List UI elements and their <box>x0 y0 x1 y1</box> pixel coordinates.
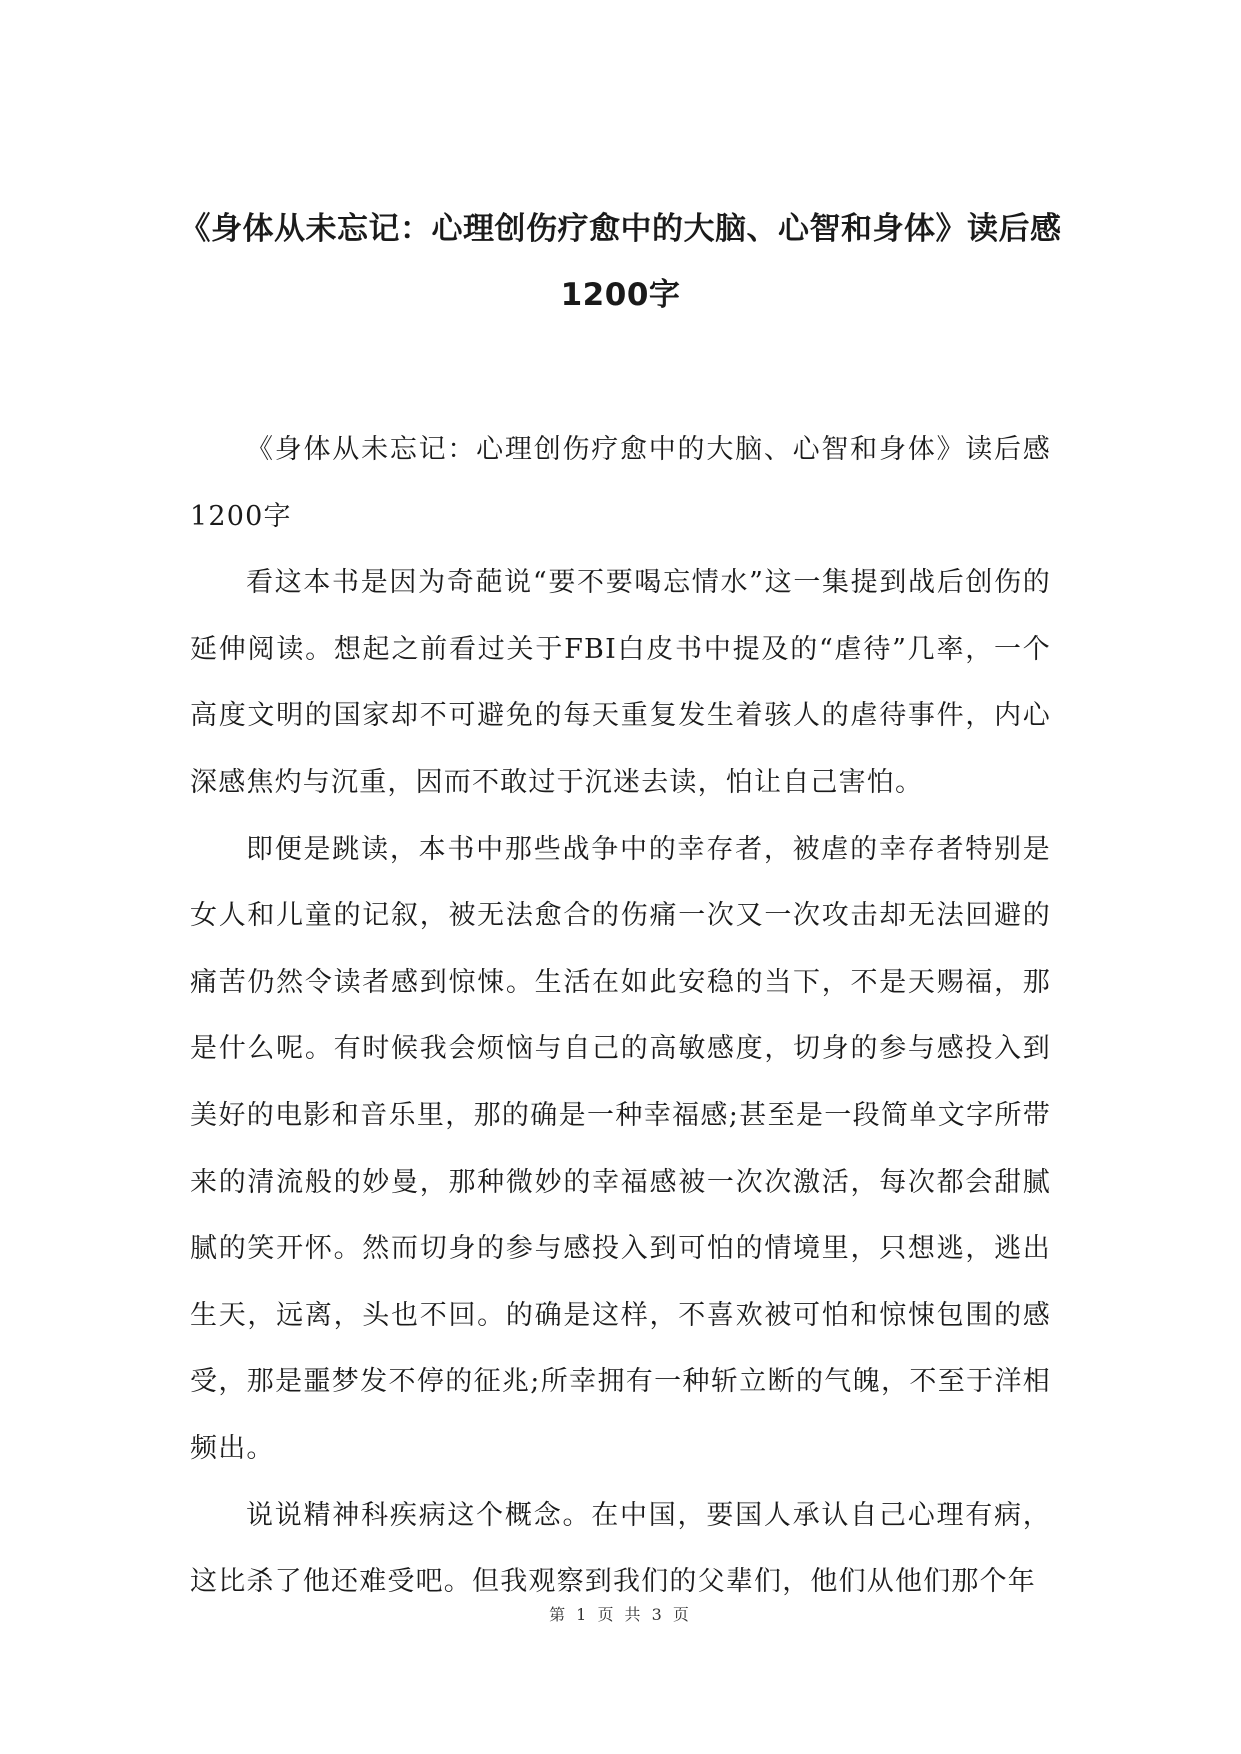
document-title: 《身体从未忘记：心理创伤疗愈中的大脑、心智和身体》读后感1200字 <box>179 211 1062 313</box>
page-number-footer: 第 1 页 共 3 页 <box>549 1605 692 1624</box>
document-body <box>190 417 1051 1616</box>
paragraph: 《身体从未忘记：心理创伤疗愈中的大脑、心智和身体》读后感1200字 <box>190 434 1051 532</box>
paragraph: 即便是跳读，本书中那些战争中的幸存者，被虐的幸存者特别是女人和儿童的记叙，被无法愈合的伤痛一次又一次攻击却无法回避的痛苦仍然令读者感到惊悚。生活在如此安稳的当下，不是天赐福，那是什么呢。有时候我会烦恼与自己的高敏感度，切身的参与感投入到美好的电影和音乐里，那的确是一种幸福感;甚至是一段简单文字所带来的清流般的妙曼，那种微妙的幸福感被一次次激活，每次都会甜腻腻的笑开怀。然而切身的参与感投入到可怕的情境里，只想逃，逃出生天，远离，头也不回。的确是这样，不喜欢被可怕和惊悚包围的感受，那是噩梦发不停的征兆;所幸拥有一种斩立断的气魄，不至于洋相频出。 <box>190 833 1051 1464</box>
paragraph: 说说精神科疾病这个概念。在中国，要国人承认自己心理有病，这比杀了他还难受吧。但我观察到我们的父辈们，他们从他们那个年 <box>190 1499 1051 1598</box>
paragraph: 看这本书是因为奇葩说“要不要喝忘情水”这一集提到战后创伤的延伸阅读。想起之前看过关于FBI白皮书中提及的“虐待”几率，一个高度文明的国家却不可避免的每天重复发生着骇人的虐待事件，内心深感焦灼与沉重，因而不敢过于沉迷去读，怕让自己害怕。 <box>190 567 1051 798</box>
